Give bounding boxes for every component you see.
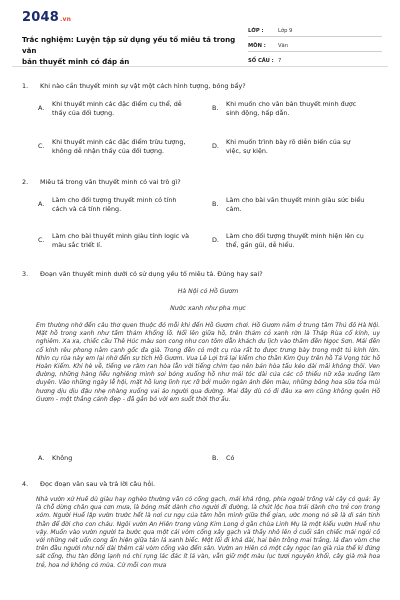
site-logo[interactable]	[22, 10, 71, 25]
question-number: 3.	[22, 270, 29, 278]
meta-value: 7	[278, 58, 282, 64]
option-text: cảm.	[226, 205, 242, 214]
option-text: Làm cho đối tượng thuyết minh hiện lên cụ	[226, 232, 364, 240]
header	[22, 10, 382, 66]
title-line-1: Trắc nghiệm: Luyện tập sử dụng yếu tố miêu tả trong văn	[22, 35, 236, 55]
option-letter: B.	[212, 104, 219, 112]
option-text: thể, gần gũi, dễ hiểu.	[226, 241, 295, 250]
question-number: 1.	[22, 82, 29, 90]
meta-row-class	[248, 22, 382, 37]
option-text: sinh động, hấp dẫn.	[226, 109, 290, 118]
question-number: 2.	[22, 178, 29, 186]
option-text: màu sắc triết lí.	[52, 241, 102, 250]
passage-text: Em thường nhớ đến câu thơ quen thuộc đó mỗi khi đến Hồ Gươm chơi. Hồ Gươm nằm ở trung tâm Thủ đô Hà Nội. Mặt hồ trong xanh như tấm thảm khổng lồ. Nổi lên giữa hồ, trên thảm cỏ xanh rờn là Tháp Rùa cổ kính, uy nghiêm. Xa xa, chiếc cầu Thê Húc màu son cong như con tôm dẫn khách du lịch vào thăm đền Ngọc Sơn. Mái đền cổ kính rêu phong nằm cạnh gốc đa già. Trong đền có một cụ rùa rất to được trưng bày trong một tủ kính lớn. Nhìn cụ rùa này em lại nhớ đến sự tích Hồ Gươm. Vua Lê Lợi trả lại kiếm cho thần Kim Quy trên hồ Tả Vọng tức hồ Hoàn Kiếm. Khi hè về, tiếng ve râm ran hòa lẫn với tiếng chim tạo nên bản hòa tấu kéo dài mãi không thôi. Ven đường, những hàng liễu nghiêng mình soi bóng xuống hồ như mái tóc dài của các cô thiếu nữ xõa xuống làm duyên. Vào những ngày lễ hội, mặt hồ lung linh rực rỡ bởi muôn ngàn ánh đèn màu, những bông hoa sữa tỏa mùi hương dịu dịu đậu nhẹ nhàng xuống vai áo người qua đường. Mai đây dù có đi đâu xa em cũng không quên Hồ Gươm - một thắng cảnh đẹp - đã gắn bó với em suốt thời thơ ấu.	[36, 322, 380, 403]
option-letter: C.	[38, 236, 45, 244]
option-text: cách và cá tính riêng.	[52, 205, 122, 214]
option-letter: A.	[38, 104, 45, 112]
question-stem: Đọc đoạn văn sau và trả lời câu hỏi.	[40, 480, 156, 488]
option-text: Làm cho bài thuyết minh giàu tính logic và	[52, 232, 190, 240]
option-text: việc, sự kiện.	[226, 147, 268, 156]
option-letter: A.	[38, 454, 45, 462]
question-number: 4.	[22, 480, 29, 488]
page-title	[22, 34, 247, 67]
meta-value: Văn	[278, 43, 289, 49]
passage-subtitle: Nước xanh như pha mực	[170, 305, 246, 312]
option-text: Làm cho đối tượng thuyết minh có tính	[52, 196, 177, 204]
question-stem: Miêu tả trong văn thuyết minh có vai trò gì?	[40, 178, 181, 186]
option-text: Khi thuyết minh các đặc điểm cụ thể, dễ	[52, 100, 182, 108]
passage-text: Nhà vườn xứ Huế dù giàu hay nghèo thường vẫn có cổng gạch, mái khá rộng, phía ngoài trồng vài cây có quả: ấy là chỗ dừng chân qua cơn mưa, là bóng mát dành cho người đi đường, là chút lộc hoa trái dành cho trẻ con trong xóm. Người Huế lập vườn trước hết là nơi cư ngụ của tâm hồn mình giữa thế gian, ước mong nó sẽ là di sản tinh thần để đời cho con cháu. Ngôi vườn An Hiên trong vùng Kim Long ở gần chùa Linh Mụ là một kiểu vườn Huế như vậy. Muốn vào vườn người ta bước qua một cái vòm cổng xây gạch và thấy nhô lên ở cuối sân chiếc mái ngói cổ với những nét uốn cong ẩn hiện giữa tán lá xanh biếc. Một lối đi khá dài, hai bên trồng mai trắng, lá đan vòm che trên đầu người như nối dài thêm cái vòm cổng vào đến sân. Vườn an Hiên có một cây ngọc lan già rủa thế kỉ đứng sát cổng, thu tàn đông lạnh nó chỉ rụng lác đác ít lá vàn, vẫn giữ một màu lục tươi nguyên khối, cây già mà hoa trẻ, hoa nở không có mùa. Cứ mỗi con mưa	[36, 496, 380, 569]
passage-title: Hà Nội có Hồ Gươm	[177, 288, 239, 295]
meta-value: Lớp 9	[278, 28, 293, 34]
option-letter: D.	[212, 236, 219, 244]
option-letter: D.	[212, 142, 219, 150]
option-letter: B.	[212, 454, 219, 462]
title-line-2: bản thuyết minh có đáp án	[22, 57, 130, 66]
question-stem: Khi nào cần thuyết minh sự vật một cách hình tượng, bóng bẩy?	[40, 82, 246, 90]
meta-key: LỚP :	[248, 28, 264, 34]
question-stem: Đoạn văn thuyết minh dưới có sử dụng yếu tố miêu tả. Đúng hay sai?	[40, 270, 263, 278]
option-text: Khi thuyết minh các đặc điểm trừu tượng,	[52, 138, 186, 146]
header-divider	[12, 66, 388, 67]
option-text: Không	[52, 454, 73, 462]
option-text: Khi muốn trình bày rõ diễn biến của sự	[226, 138, 351, 146]
meta-row-count	[248, 52, 382, 67]
option-text: không dễ nhận thấy của đối tượng.	[52, 147, 165, 156]
option-text: Làm cho bài văn thuyết minh giàu sức biểu	[226, 196, 365, 204]
meta-info	[248, 22, 382, 67]
meta-row-subject	[248, 37, 382, 52]
option-letter: B.	[212, 200, 219, 208]
logo-text: 2048	[22, 10, 59, 25]
option-letter: A.	[38, 200, 45, 208]
option-text: Khi muốn cho văn bản thuyết minh được	[226, 100, 357, 108]
option-text: thấy của đối tượng.	[52, 109, 115, 118]
meta-key: MÔN :	[248, 43, 266, 49]
option-letter: C.	[38, 142, 45, 150]
meta-key: SỐ CÂU :	[248, 58, 274, 64]
logo-suffix: .vn	[59, 16, 72, 23]
option-text: Có	[226, 454, 235, 462]
